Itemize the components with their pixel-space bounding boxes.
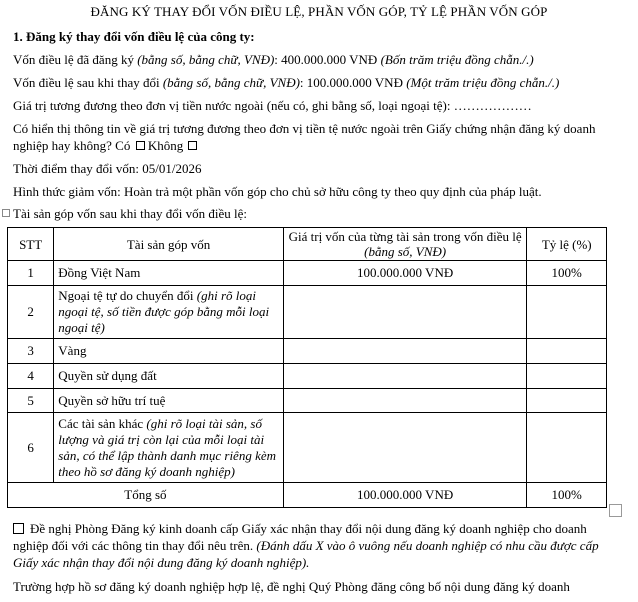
request-note: (Đánh dấu X vào ô vuông nếu doanh nghiệp có nhu cầu được cấp Giấy xác nhận thay đổi nội dung đăng ký doanh nghiệp). [13,538,599,570]
row-value [283,364,527,389]
row-asset [54,413,284,483]
new-capital-words: (Một trăm triệu đồng chẵn./.) [406,75,560,90]
registered-capital-value: : 400.000.000 VNĐ [274,52,381,67]
row-asset-label: Quyền sử dụng đất [58,368,157,383]
registered-capital-line [13,52,534,68]
row-asset [54,339,284,364]
request-paragraph [13,520,625,571]
total-ratio: 100% [527,483,607,508]
row-value [283,389,527,413]
table-resize-handle[interactable] [609,504,622,517]
table-row [8,389,607,413]
new-capital-value: : 100.000.000 VNĐ [299,75,407,90]
new-capital-line [13,75,559,91]
table-header-row [8,228,607,261]
request-checkbox[interactable] [13,523,24,534]
row-stt: 4 [8,364,54,389]
registered-capital-hint: (bằng số, bằng chữ, VNĐ) [137,52,275,67]
assets-table [7,227,607,508]
header-value-main: Giá trị vốn của từng tài sản trong vốn điều lệ [288,229,522,244]
display-question [13,120,625,154]
row-asset [54,364,284,389]
row-value [283,413,527,483]
row-asset-label: Các tài sản khác [58,415,147,431]
option-no-label: Không [147,138,184,153]
option-yes-checkbox[interactable] [136,141,145,150]
new-capital-hint: (bằng số, bằng chữ, VNĐ) [162,75,300,90]
row-asset-label: Quyền sở hữu trí tuệ [58,392,166,408]
row-asset-label: Vàng [58,343,87,358]
table-total-row [8,483,607,508]
table-row [8,364,607,389]
row-ratio [527,364,607,389]
request-text: Đề nghị Phòng Đăng ký kinh doanh cấp Giấy xác nhận thay đổi nội dung đăng ký doanh nghiệp cho doanh nghiệp đối với các thông tin thay đổi nêu trên. [13,521,587,553]
row-ratio: 100% [527,261,607,286]
row-asset-note: (ghi rõ loại ngoại tệ, số tiền được góp bằng mỗi loại ngoại tệ) [58,288,270,335]
row-stt: 3 [8,339,54,364]
last-line: Trường hợp hồ sơ đăng ký doanh nghiệp hợp lệ, đề nghị Quý Phòng đăng công bố nội dung đăng ký doanh [13,579,570,594]
row-stt: 6 [8,413,54,483]
row-asset-label: Đồng Việt Nam [58,265,141,280]
header-asset: Tài sản góp vốn [54,228,284,261]
option-no-checkbox[interactable] [188,141,197,150]
row-stt: 2 [8,286,54,339]
header-value-hint: (bằng số, VNĐ) [364,244,447,259]
document-title: ĐĂNG KÝ THAY ĐỔI VỐN ĐIỀU LỆ, PHẦN VỐN GÓP, TỶ LỆ PHẦN VỐN GÓP [90,4,548,19]
reduction-form-line: Hình thức giảm vốn: Hoàn trả một phần vốn góp cho chủ sở hữu công ty theo quy định của pháp luật. [13,184,542,199]
table-row [8,339,607,364]
row-asset-label: Ngoại tệ tự do chuyển đổi [58,288,197,303]
header-value [283,228,527,261]
foreign-equivalent-line: Giá trị tương đương theo đơn vị tiền nước ngoài (nếu có, ghi bằng số, loại ngoại tệ): ……………… [13,98,532,113]
row-asset [54,286,284,339]
header-stt: STT [8,228,54,261]
section-heading: 1. Đăng ký thay đổi vốn điều lệ của công ty: [13,29,255,44]
total-label: Tổng số [8,483,284,508]
table-row [8,413,607,483]
table-move-handle[interactable] [2,209,10,217]
table-row [8,286,607,339]
display-question-text: Có hiển thị thông tin về giá trị tương đương theo đơn vị tiền tệ nước ngoài trên Giấy chứng nhận đăng ký doanh nghiệp hay không? Có [13,121,596,153]
row-ratio [527,286,607,339]
change-time-line: Thời điểm thay đổi vốn: 05/01/2026 [13,161,202,176]
row-value: 100.000.000 VNĐ [283,261,527,286]
row-value [283,286,527,339]
registered-capital-words: (Bốn trăm triệu đồng chẵn./.) [380,52,534,67]
row-stt: 5 [8,389,54,413]
row-asset [54,261,284,286]
row-stt: 1 [8,261,54,286]
row-asset [54,389,284,413]
new-capital-label: Vốn điều lệ sau khi thay đổi [13,75,163,90]
assets-label: Tài sản góp vốn sau khi thay đổi vốn điều lệ: [13,206,247,221]
row-ratio [527,389,607,413]
table-row [8,261,607,286]
row-value [283,339,527,364]
row-ratio [527,339,607,364]
total-value: 100.000.000 VNĐ [283,483,527,508]
row-ratio [527,413,607,483]
row-asset-note: (ghi rõ loại tài sản, số lượng và giá trị còn lại của mỗi loại tài sản, có thể lập thành danh mục riêng kèm theo hồ sơ đăng ký doanh nghiệp) [58,415,277,479]
header-ratio: Tỷ lệ (%) [527,228,607,261]
registered-capital-label: Vốn điều lệ đã đăng ký [13,52,138,67]
